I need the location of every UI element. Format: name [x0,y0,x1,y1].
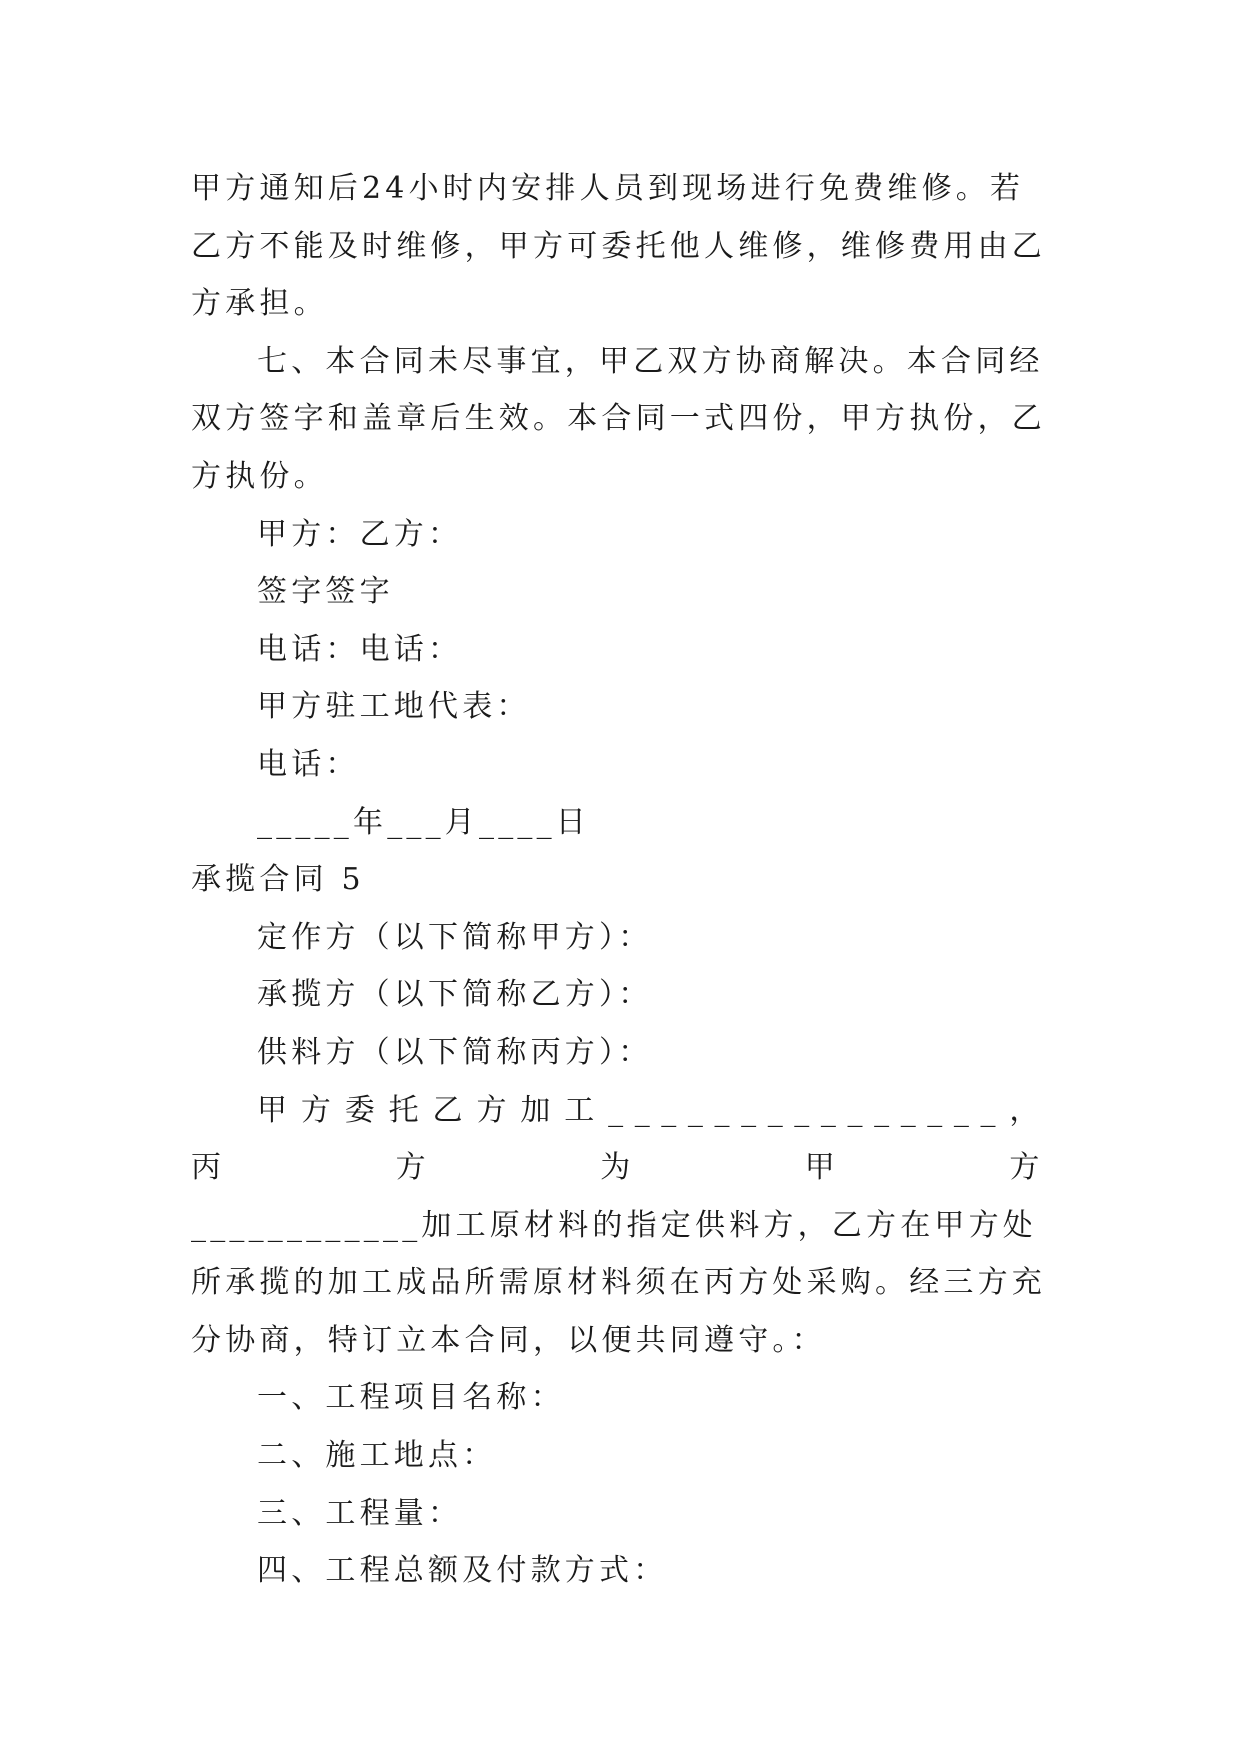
section-heading: 承揽合同 5 [191,862,365,898]
representative-phone-label: 电话： [257,746,360,782]
item-work-quantity: 三、工程量： [257,1495,463,1531]
paragraph-clause-seven: 七、本合同未尽事宜，甲乙双方协商解决。本合同经双方签字和盖章后生效。本合同一式四份，甲方执份，乙方执份。 [191,343,1046,494]
party-a-definition: 定作方（以下简称甲方）： [257,919,653,955]
item-project-name: 一、工程项目名称： [257,1380,565,1416]
paragraph-repair-terms: 甲方通知后24小时内安排人员到现场进行免费维修。若乙方不能及时维修，甲方可委托他人维修，维修费用由乙方承担。 [191,171,1046,322]
date-line: _____年___月____日 [257,804,590,840]
item-total-and-payment: 四、工程总额及付款方式： [257,1553,668,1589]
signature-phone-labels: 电话：电话： [257,631,463,667]
site-representative-label: 甲方驻工地代表： [257,689,531,725]
document-body [191,160,1051,1600]
paragraph-supply-terms: ____________加工原材料的指定供料方，乙方在甲方处所承揽的加工成品所需原材料须在丙方处采购。经三方充分协商，特订立本合同，以便共同遵守。： [191,1207,1046,1358]
signature-sign-labels: 签字签字 [257,574,394,610]
commission-line: 甲方委托乙方加工_______________，丙方为甲方 [191,1092,1051,1186]
party-b-definition: 承揽方（以下简称乙方）： [257,977,653,1013]
item-site-location: 二、施工地点： [257,1438,497,1474]
party-c-definition: 供料方（以下简称丙方）： [257,1034,653,1070]
signature-party-labels: 甲方：乙方： [257,516,463,552]
